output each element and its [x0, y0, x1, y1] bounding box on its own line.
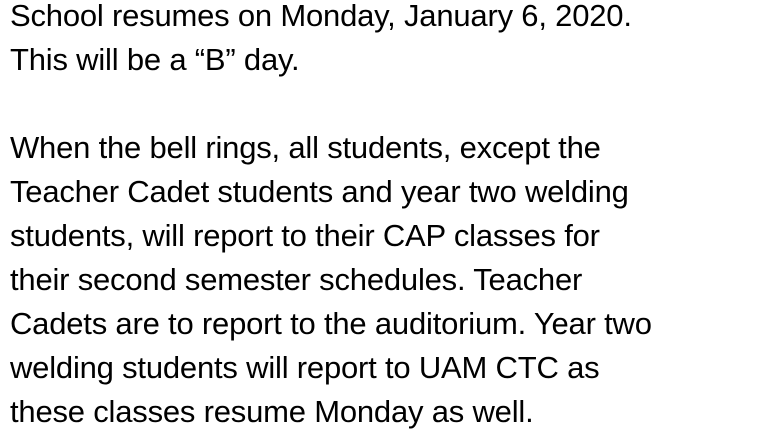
paragraph-bell-instructions: [10, 126, 750, 434]
text-line: This will be a “B” day.: [10, 42, 300, 77]
text-line: these classes resume Monday as well.: [10, 394, 534, 429]
text-line: their second semester schedules. Teacher: [10, 262, 583, 297]
paragraph-gap: [10, 82, 750, 126]
paragraph-school-resumes: [10, 0, 750, 82]
text-line: When the bell rings, all students, except the: [10, 130, 601, 165]
text-line: welding students will report to UAM CTC as: [10, 350, 600, 385]
text-line: School resumes on Monday, January 6, 2020.: [10, 0, 632, 33]
text-line: students, will report to their CAP classes for: [10, 218, 600, 253]
message-body: [10, 0, 750, 434]
text-line: Cadets are to report to the auditorium. Year two: [10, 306, 652, 341]
text-line: Teacher Cadet students and year two welding: [10, 174, 629, 209]
